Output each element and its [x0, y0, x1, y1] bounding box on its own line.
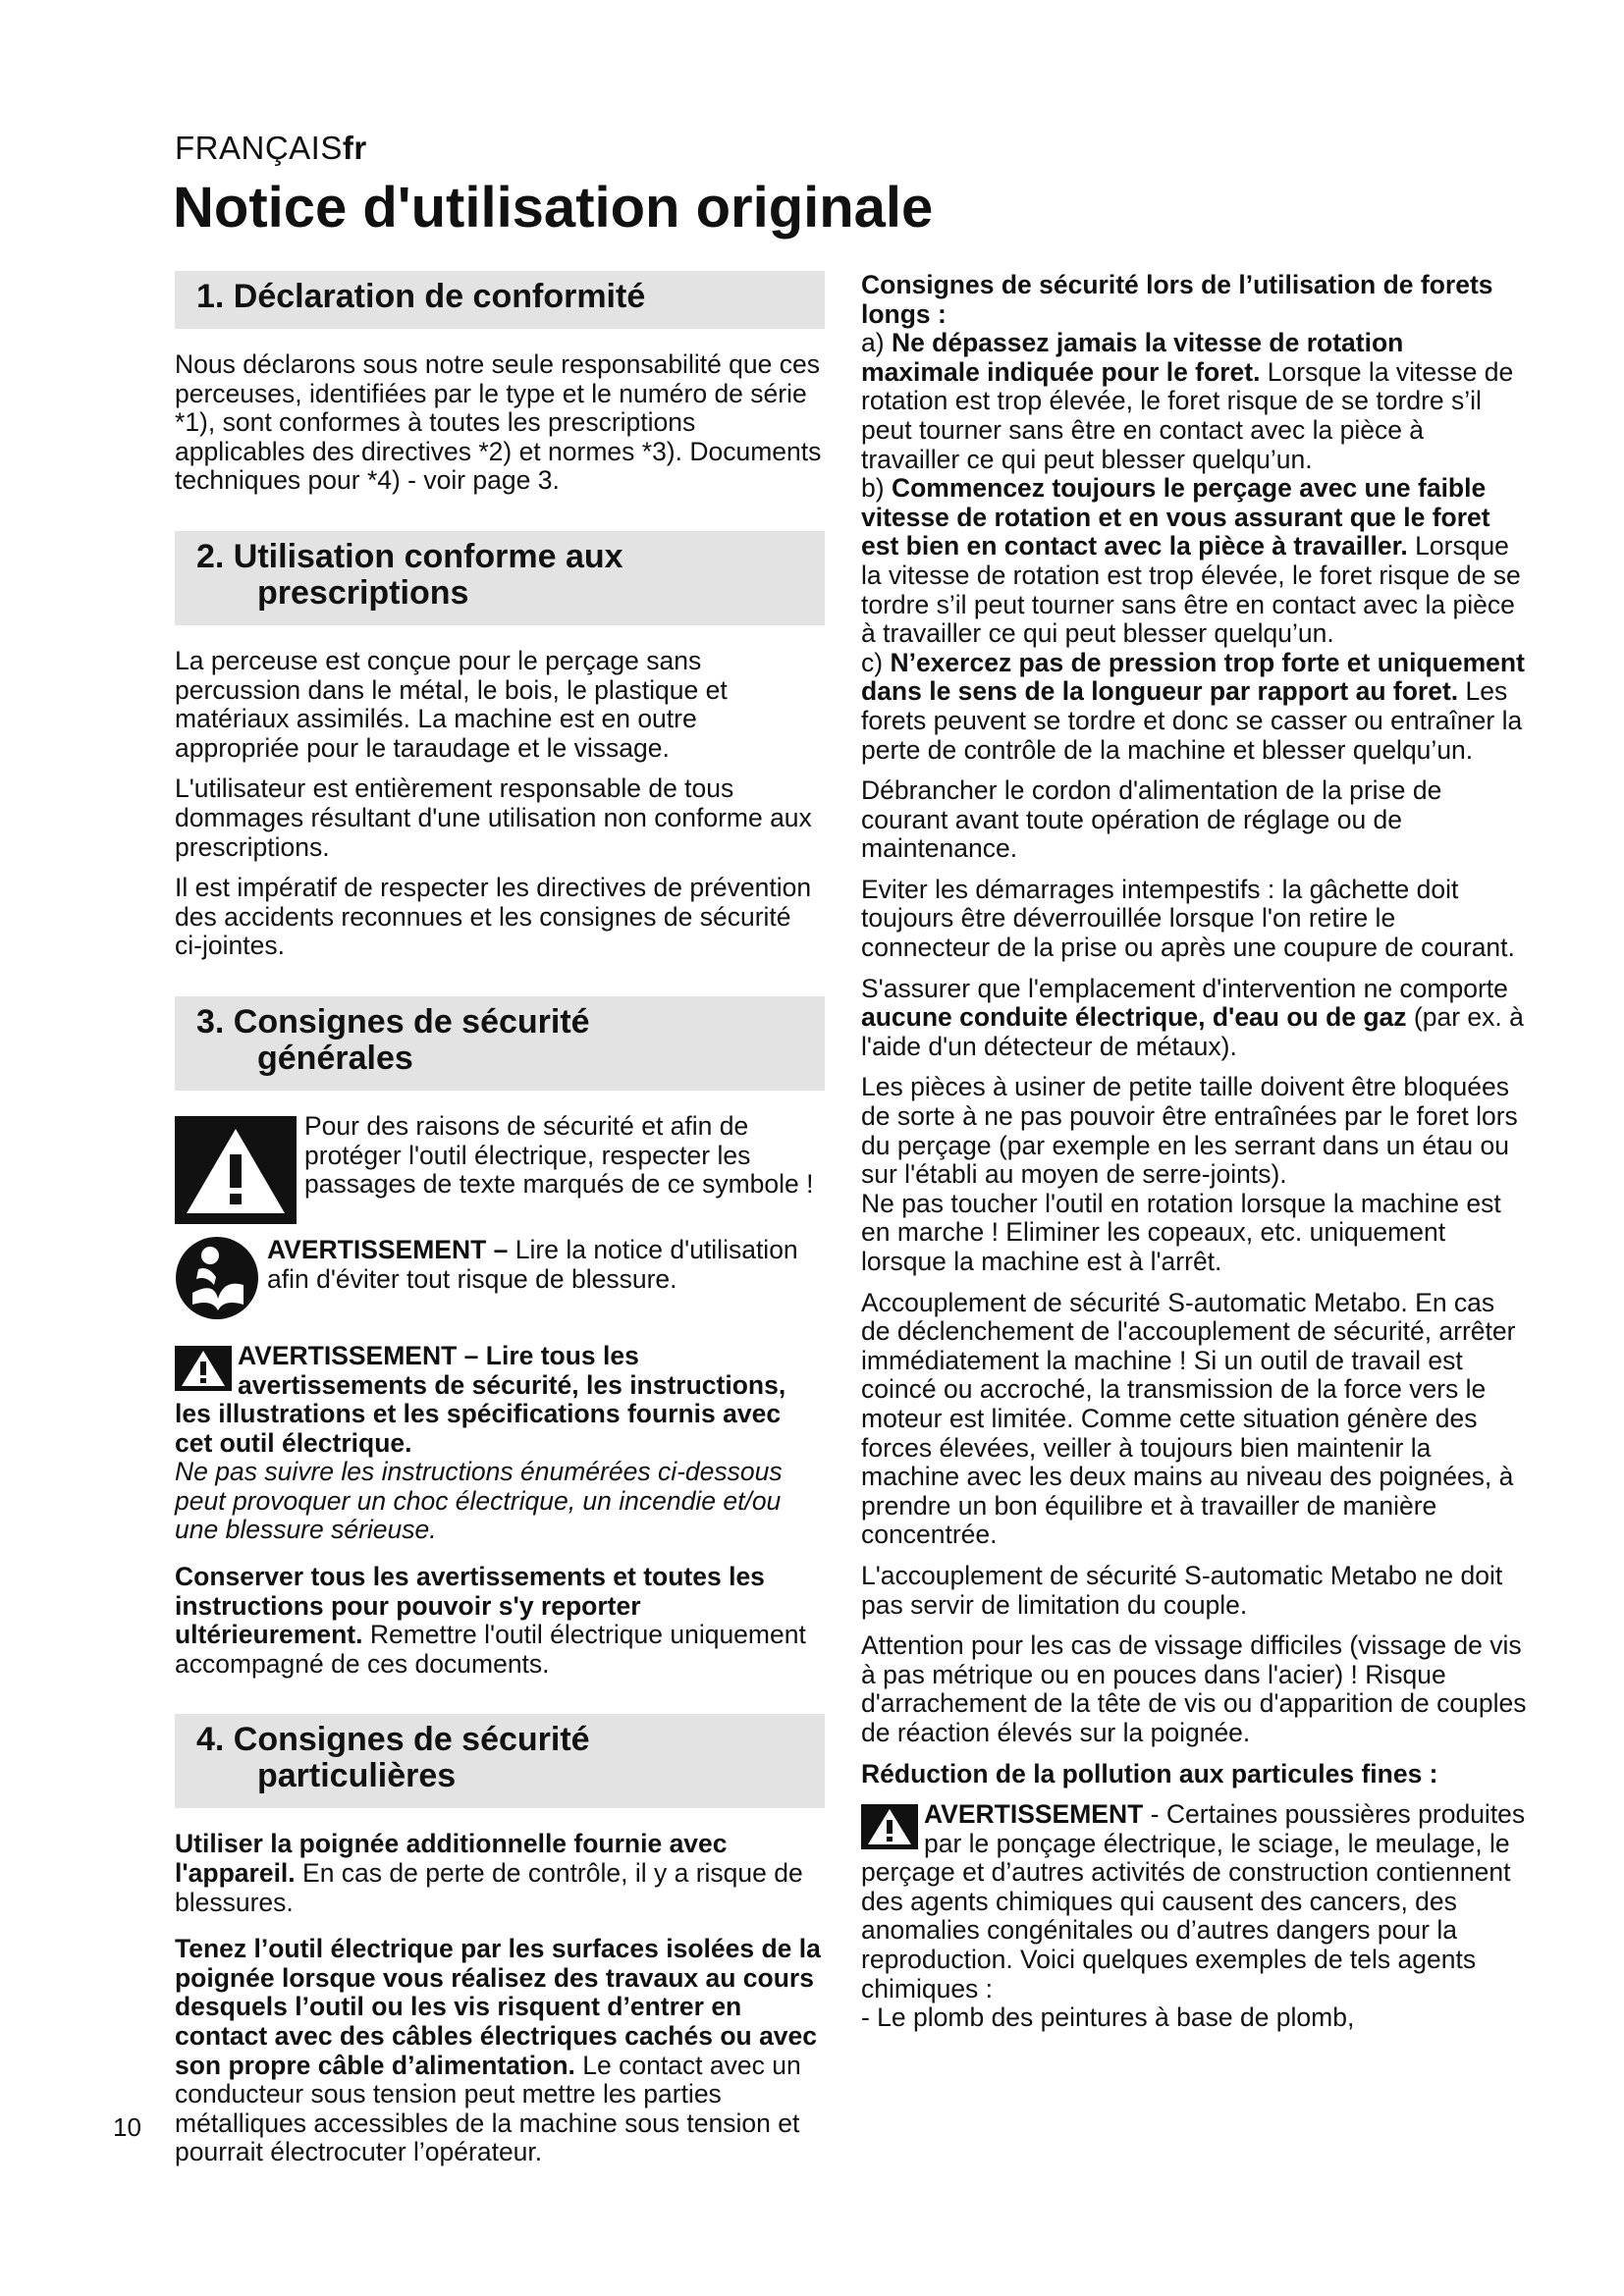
warning-symbol-note — [175, 1112, 825, 1224]
intended-use-paragraph-3: Il est impératif de respecter les directives de prévention des accidents reconnues et les consignes de sécurité ci-jointes. — [175, 873, 812, 961]
unplug-paragraph: Débrancher le cordon d'alimentation de la prise de courant avant toute opération de réglage ou de maintenance. — [861, 775, 1442, 864]
left-column — [175, 271, 825, 2179]
dust-warning-paragraph: AVERTISSEMENT - Certaines poussières produites par le ponçage électrique, le sciage, le meulage, le perçage et d’autres activités de construction contiennent des agents chimiques qui causent des cancers, des anomalies congénitales ou d’autres dangers pour la reproduction. Voici quelques exemples de tels agents chimiques : — [861, 1799, 1526, 2003]
dust-list-item: - Le plomb des peintures à base de plomb, — [861, 2002, 1355, 2033]
intended-use-paragraph-1: La perceuse est conçue pour le perçage sans percussion dans le métal, le bois, le plastique et matériaux assimilés. La machine est en outre appropriée pour le taraudage et le vissage. — [175, 645, 728, 763]
general-warning-paragraph: AVERTISSEMENT – Lire tous les avertissements de sécurité, les instructions, les illustrations et les spécifications fournis avec cet outil électrique. — [175, 1340, 786, 1458]
small-workpieces-paragraph: Les pièces à usiner de petite taille doivent être bloquées de sorte à ne pas pouvoir être entraînées par le foret lors du perçage (par exemple en les serrant dans un étau ou sur l'établi au moyen de serre-joints). — [861, 1072, 1518, 1190]
conformity-paragraph: Nous déclarons sous notre seule responsabilité que ces perceuses, identifiées par le type et le numéro de série *1), sont conformes à toutes les prescriptions applicables des directives *2) et normes *3). Documents techniques pour *4) - voir page 3. — [175, 349, 822, 496]
safety-clutch-paragraph: Accouplement de sécurité S-automatic Metabo. En cas de déclenchement de l'accouplement de sécurité, arrêter immédiatement la machine ! Si un outil de travail est coincé ou accroché, la transmission de la force vers le moteur est limitée. Comme cette situation génère des forces élevées, veiller à toujours bien maintenir la machine avec les deux mains au niveau des poignées, à prendre un bon équilibre et à travailler de manière concentrée. — [861, 1287, 1516, 1550]
rotating-tool-paragraph: Ne pas toucher l'outil en rotation lorsque la machine est en marche ! Eliminer les copeaux, etc. uniquement lorsque la machine est à l'arrêt. — [861, 1188, 1501, 1276]
language-label: FRANÇAISfr — [175, 130, 367, 166]
insulated-grip-paragraph: Tenez l’outil électrique par les surfaces isolées de la poignée lorsque vous réalisez des travaux au cours desquels l’outil ou les vis risquent d’entrer en contact avec des câbles électriques cachés ou avec son propre câble d’alimentation. Le contact avec un conducteur sous tension peut mettre les parties métalliques accessibles de la machine sous tension et pourrait électrocuter l’opérateur. — [175, 1934, 821, 2167]
warning-triangle-icon — [175, 1116, 297, 1224]
dust-heading: Réduction de la pollution aux particules fines : — [861, 1758, 1438, 1789]
warning-triangle-icon — [175, 1346, 232, 1391]
right-column — [861, 271, 1529, 2045]
intended-use-paragraph-2: L'utilisateur est entièrement responsable de tous dommages résultant d'une utilisation non conforme aux prescriptions. — [175, 774, 812, 862]
restart-paragraph: Eviter les démarrages intempestifs : la gâchette doit toujours être déverrouillée lorsque l'on retire le connecteur de la prise ou après une coupure de courant. — [861, 874, 1515, 963]
keep-instructions-paragraph: Conserver tous les avertissements et toutes les instructions pour pouvoir s'y reporter ultérieurement. Remettre l'outil électrique uniquement accompagné de ces documents. — [175, 1562, 806, 1679]
warning-triangle-icon — [861, 1804, 918, 1849]
long-bits-item-b: b) Commencez toujours le perçage avec une faible vitesse de rotation et en vous assurant que le foret est bien en contact avec la pièce à travailler. Lorsque la vitesse de rotation est trop élevée, le foret risque de se tordre s’il peut tourner sans être en contact avec la pièce à travailler ce qui peut blesser quelqu’un. — [861, 473, 1521, 649]
general-warning-italic: Ne pas suivre les instructions énumérées ci-dessous peut provoquer un choc électrique, un incendie et/ou une blessure sérieuse. — [175, 1457, 783, 1545]
warning-symbol-text: Pour des raisons de sécurité et afin de protéger l'outil électrique, respecter les passages de texte marqués de ce symbole ! — [304, 1110, 814, 1200]
section-heading-4: 4. Consignes de sécurité particulières — [175, 1714, 825, 1808]
page-number: 10 — [113, 2112, 141, 2142]
long-bits-item-c: c) N’exercez pas de pression trop forte et uniquement dans le sens de la longueur par rapport au foret. Les forets peuvent se tordre et donc se casser ou entraîner la perte de contrôle de la machine et blesser quelqu’un. — [861, 647, 1525, 765]
work-site-paragraph: S'assurer que l'emplacement d'intervention ne comporte aucune conduite électrique, d'eau ou de gaz (par ex. à l'aide d'un détecteur de métaux). — [861, 973, 1524, 1061]
read-manual-note: AVERTISSEMENT – Lire la notice d'utilisation afin d'éviter tout risque de blessure. — [175, 1236, 825, 1320]
long-bits-heading: Consignes de sécurité lors de l’utilisation de forets longs : — [861, 270, 1493, 329]
section-heading-3: 3. Consignes de sécurité générales — [175, 996, 825, 1091]
handle-paragraph: Utiliser la poignée additionnelle fournie avec l'appareil. En cas de perte de contrôle, il y a risque de blessures. — [175, 1829, 803, 1917]
section-heading-2: 2. Utilisation conforme aux prescriptions — [175, 531, 825, 625]
section-heading-1: 1. Déclaration de conformité — [175, 271, 825, 329]
page-title: Notice d'utilisation originale — [173, 176, 934, 240]
read-manual-icon — [175, 1236, 259, 1320]
screwing-paragraph: Attention pour les cas de vissage difficiles (vissage de vis à pas métrique ou en pouces dans l'acier) ! Risque d'arrachement de la tête de vis ou d'apparition de couples de réaction élevés sur la poignée. — [861, 1630, 1527, 1747]
torque-paragraph: L'accouplement de sécurité S-automatic Metabo ne doit pas servir de limitation du couple. — [861, 1560, 1503, 1620]
long-bits-item-a: a) Ne dépassez jamais la vitesse de rotation maximale indiquée pour le foret. Lorsque la vitesse de rotation est trop élevée, le foret risque de se tordre s’il peut tourner sans être en contact avec la pièce à travailler ce qui peut blesser quelqu’un. — [861, 328, 1514, 474]
